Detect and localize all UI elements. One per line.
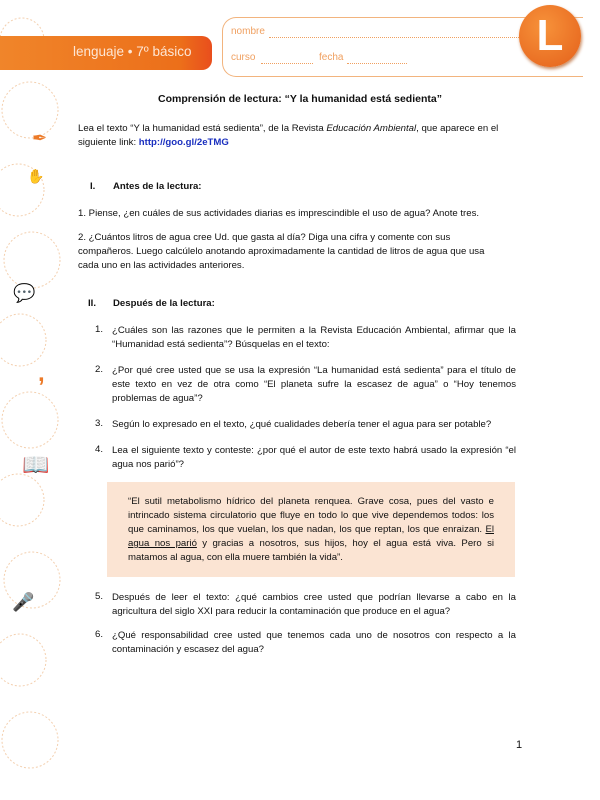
question-number: 4. <box>95 444 104 455</box>
subject-logo: L <box>519 5 581 67</box>
magazine-name: Educación Ambiental <box>326 123 417 134</box>
course-label: curso <box>231 52 256 63</box>
question-number: 1. <box>95 324 104 335</box>
intro-text-after: , que aparece en el siguiente link: <box>78 123 499 148</box>
name-label: nombre <box>231 26 265 37</box>
subject-label: lenguaje • 7º básico <box>73 44 192 59</box>
question-number: 6. <box>95 629 104 640</box>
question-2: ¿Por qué cree usted que se usa la expresión “La humanidad está sedienta” para el título de este texto en vez de otra como “El planeta sufre la escasez de agua” o “Hoy tenemos problemas de agua”? <box>112 365 516 404</box>
prereading-question-2: 2. ¿Cuántos litros de agua cree Ud. que gasta al día? Diga una cifra y comente con sus compañeros. Luego calcúlelo anotando aproximadamente la cantidad de litros de agua que usa cada uno en las actividades anteriores. <box>78 232 485 271</box>
quote-part: “El sutil metabolismo hídrico del planeta renquea. Grave cosa, pues del vasto e intrincado sistema circulatorio que fluye en todo lo que vive dependemos todos: los que caminamos, los que vuelan, los que nadan, los que reptan, los que enraizan. <box>128 496 494 535</box>
date-field[interactable] <box>347 63 407 64</box>
question-3: Según lo expresado en el texto, ¿qué cualidades debería tener el agua para ser potable? <box>112 419 492 430</box>
page-number: 1 <box>516 739 523 751</box>
speech-bubble-icon: 💬 <box>13 283 36 303</box>
section-2-numeral: II. <box>88 298 96 309</box>
question-6: ¿Qué responsabilidad cree usted que tenemos cada uno de nosotros con respecto a la contaminación y escasez del agua? <box>112 630 516 655</box>
section-1-numeral: I. <box>90 181 96 192</box>
quote-box <box>107 482 515 577</box>
quote-part: y gracias a nosotros, sus hijos, hoy el agua está viva. Pero si matamos al agua, con ella muere también la vida”. <box>128 538 494 563</box>
subject-band <box>0 36 212 70</box>
decorative-swirl-border <box>0 0 70 800</box>
question-5: Después de leer el texto: ¿qué cambios cree usted que podrían llevarse a cabo en la agricultura del siglo XXI para reducir la contaminación que produce en el agua? <box>112 592 516 617</box>
quote-text <box>128 495 494 565</box>
microphone-icon: 🎤 <box>12 592 35 612</box>
book-icon: 📖 <box>22 452 50 477</box>
quote-underlined: El agua nos parió <box>128 524 494 549</box>
date-label: fecha <box>319 52 344 63</box>
question-1: ¿Cuáles son las razones que le permiten a la Revista Educación Ambiental, afirmar que la “Humanidad está sedienta”? Búsquelas en el texto: <box>112 325 516 350</box>
article-link[interactable]: http://goo.gl/2eTMG <box>138 137 229 148</box>
section-1-heading: Antes de la lectura: <box>113 181 202 192</box>
question-number: 3. <box>95 418 104 429</box>
prereading-question-1: 1. Piense, ¿en cuáles de sus actividades diarias es imprescindible el uso de agua? Anote tres. <box>78 208 480 219</box>
comma-icon: , <box>38 360 45 387</box>
question-4: Lea el siguiente texto y conteste: ¿por qué el autor de este texto habrá usado la expresión “el agua nos parió”? <box>112 445 516 470</box>
question-number: 2. <box>95 364 104 375</box>
section-2-heading: Después de la lectura: <box>113 298 215 309</box>
course-field[interactable] <box>261 63 313 64</box>
hand-icon: ✋ <box>27 168 45 184</box>
question-number: 5. <box>95 591 104 602</box>
page-title: Comprensión de lectura: “Y la humanidad está sedienta” <box>158 93 442 105</box>
intro-text: Lea el texto “Y la humanidad está sedienta”, de la Revista <box>78 123 327 134</box>
intro-paragraph <box>78 122 523 150</box>
quill-icon: ✒ <box>32 128 48 148</box>
